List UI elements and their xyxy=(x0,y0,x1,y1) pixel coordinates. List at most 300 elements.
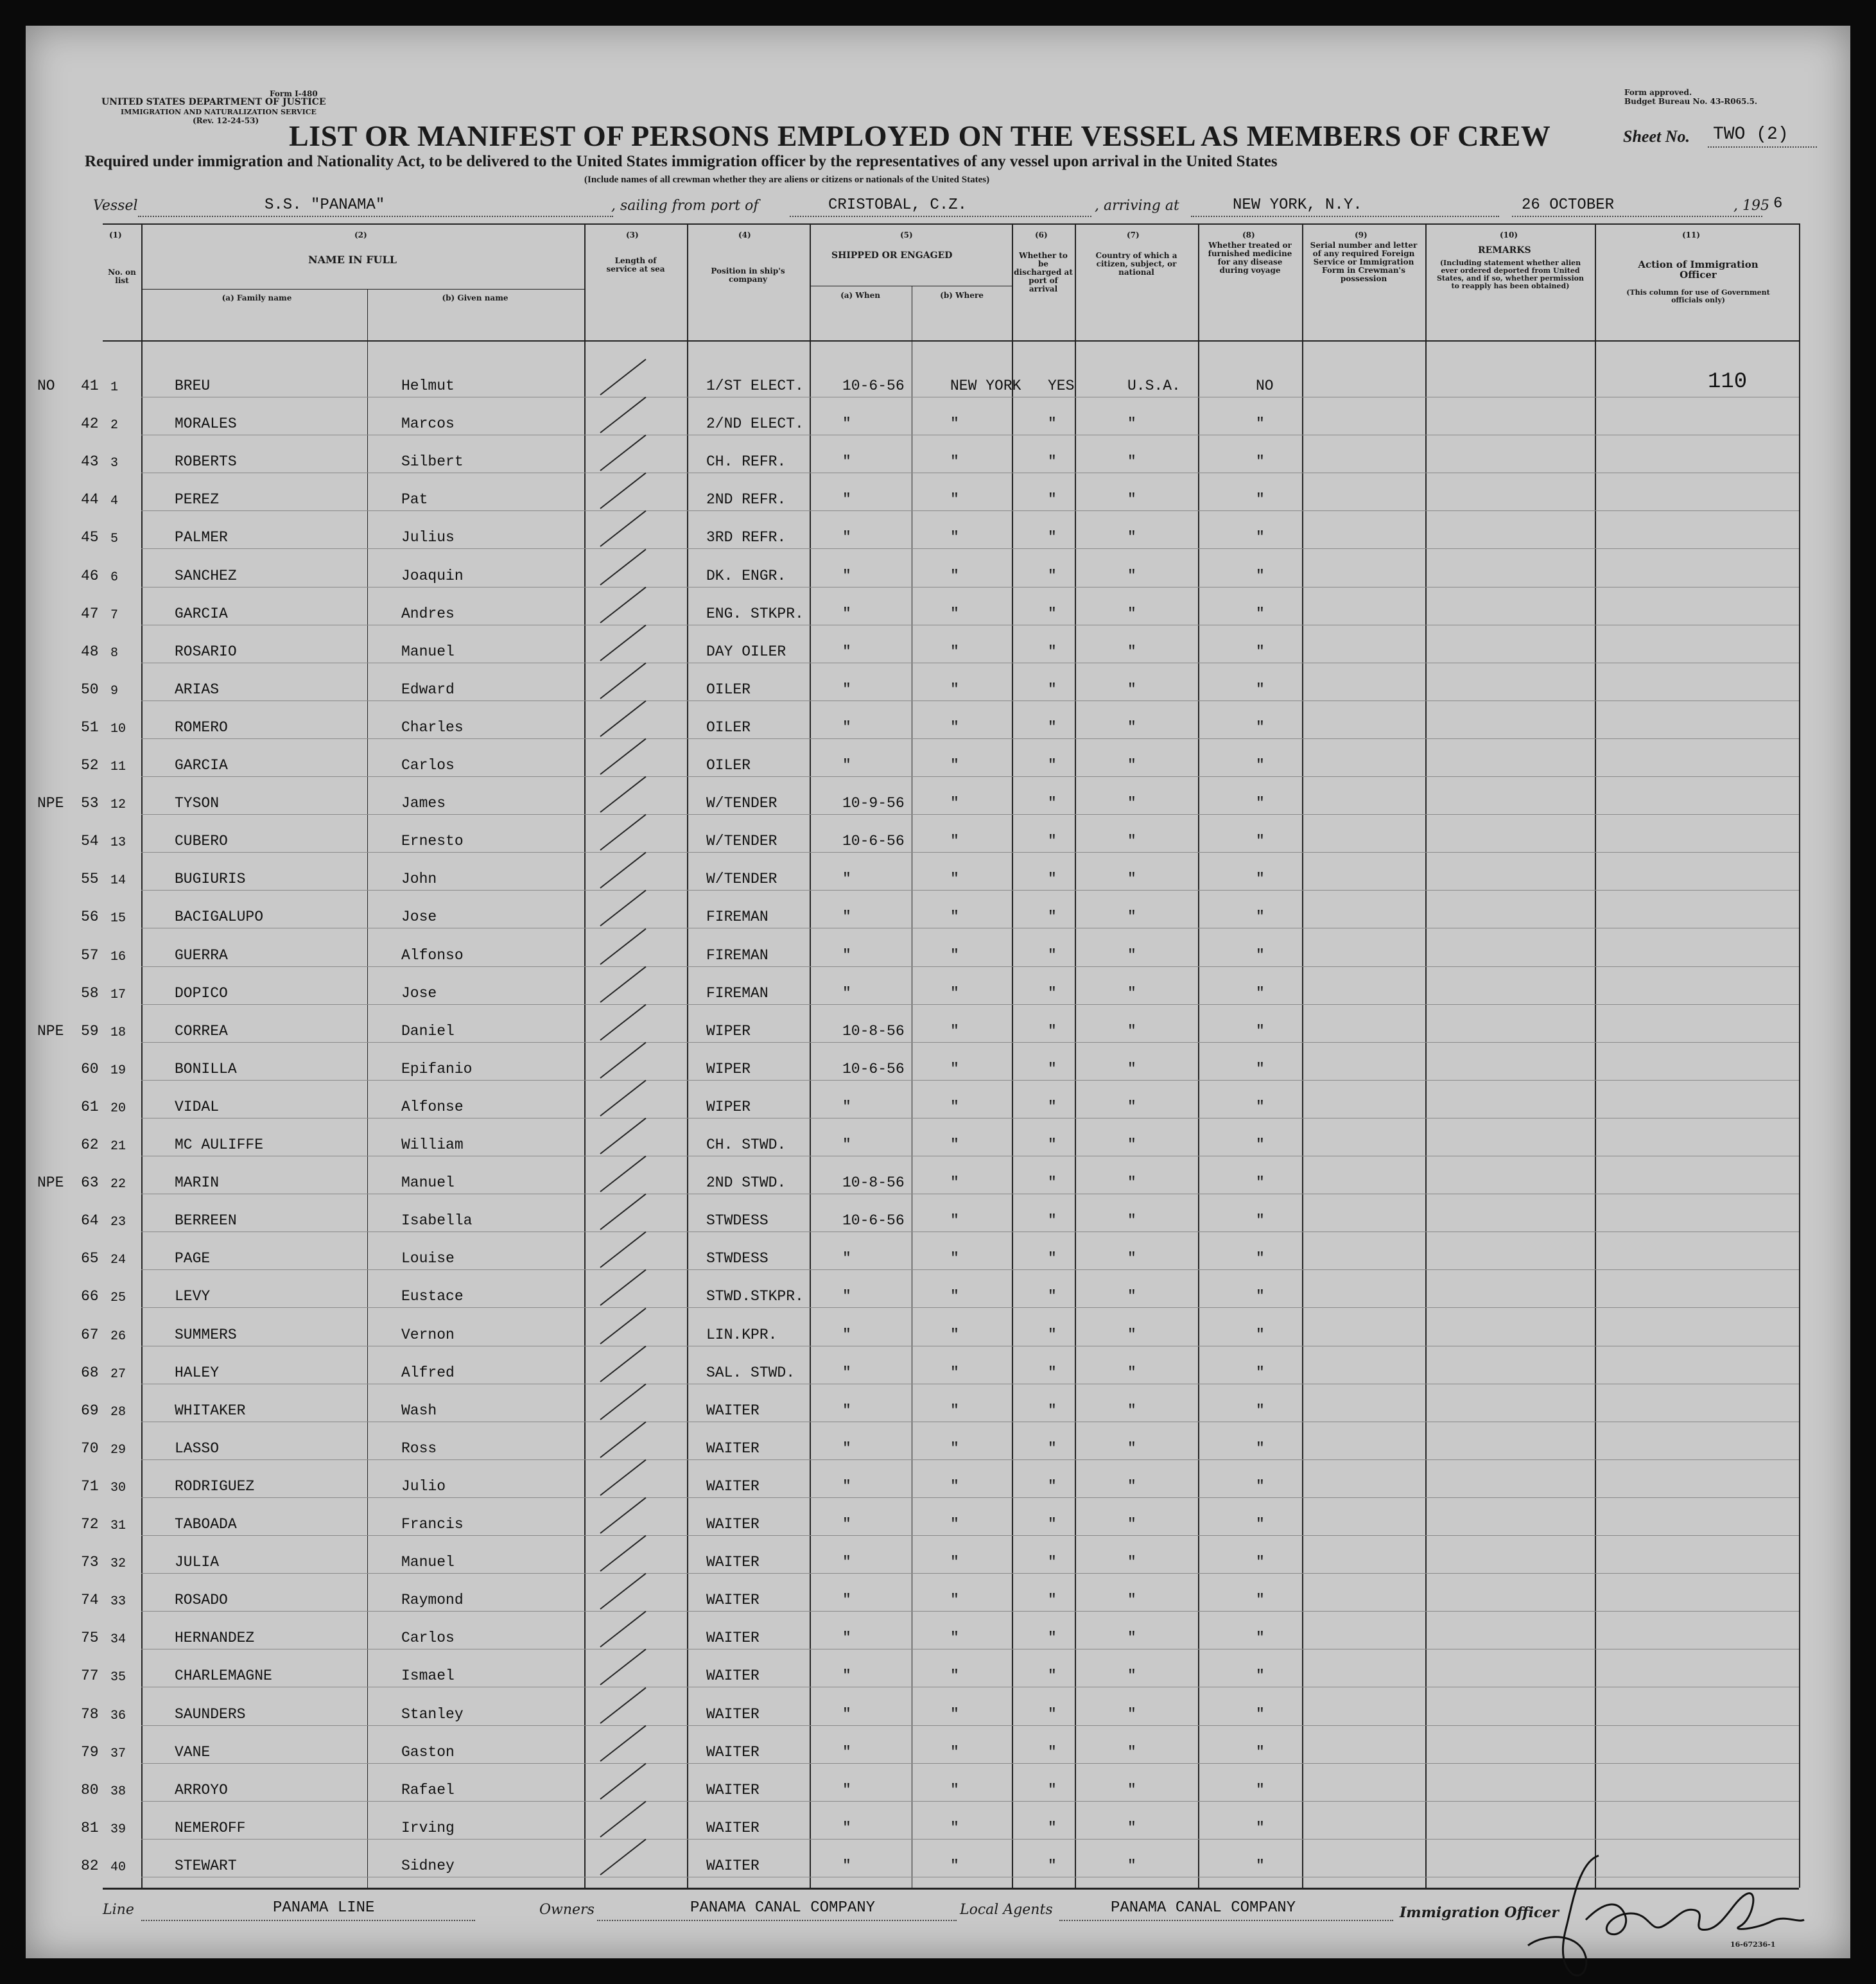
position: ENG. STKPR. xyxy=(706,605,804,622)
citizenship-country: " xyxy=(1127,1136,1136,1153)
discharged-at-arrival: " xyxy=(1048,1667,1057,1685)
discharged-at-arrival: " xyxy=(1048,1781,1057,1798)
crew-row xyxy=(26,757,1850,776)
given-name: James xyxy=(401,795,446,812)
sequence-number: 7 xyxy=(110,607,119,623)
sequence-number: 10 xyxy=(110,721,126,736)
discharged-at-arrival: " xyxy=(1048,1250,1057,1267)
shipped-where: " xyxy=(950,1212,959,1230)
crew-row xyxy=(26,1099,1850,1118)
list-number: 62 xyxy=(81,1136,99,1153)
crew-row xyxy=(26,1744,1850,1763)
sequence-number: 1 xyxy=(110,380,119,395)
citizenship-country: U.S.A. xyxy=(1127,378,1181,394)
family-name: CUBERO xyxy=(175,833,228,850)
shipped-when: " xyxy=(842,1743,851,1761)
discharged-at-arrival: " xyxy=(1048,833,1057,850)
list-number: 52 xyxy=(81,757,99,774)
family-name: ROBERTS xyxy=(175,453,237,471)
discharged-at-arrival: " xyxy=(1048,757,1057,774)
treated-during-voyage: " xyxy=(1256,415,1265,433)
treated-during-voyage: " xyxy=(1256,1364,1265,1381)
position: WAITER xyxy=(706,1743,760,1761)
discharged-at-arrival: " xyxy=(1048,1022,1057,1040)
given-name: Eustace xyxy=(401,1288,464,1305)
list-number: 63 xyxy=(81,1174,99,1192)
position: WAITER xyxy=(706,1667,760,1685)
list-number: 61 xyxy=(81,1098,99,1115)
treated-during-voyage: " xyxy=(1256,643,1265,660)
citizenship-country: " xyxy=(1127,795,1136,812)
family-name: ROMERO xyxy=(175,718,228,736)
crew-row xyxy=(26,1592,1850,1611)
citizenship-country: " xyxy=(1127,1250,1136,1267)
sequence-number: 25 xyxy=(110,1291,126,1306)
crew-row xyxy=(26,947,1850,966)
given-name: Ernesto xyxy=(401,833,464,850)
family-name: MARIN xyxy=(175,1174,220,1192)
treated-during-voyage: " xyxy=(1256,1857,1265,1874)
treated-during-voyage: " xyxy=(1256,1288,1265,1305)
crew-row xyxy=(26,985,1850,1004)
discharged-at-arrival: " xyxy=(1048,1326,1057,1343)
given-name: Pat xyxy=(401,491,428,509)
list-number: 55 xyxy=(81,871,99,888)
list-number: 70 xyxy=(81,1440,99,1457)
entry-mark: NPE xyxy=(37,795,64,812)
given-name: Helmut xyxy=(401,378,455,394)
list-number: 57 xyxy=(81,946,99,964)
discharged-at-arrival: YES xyxy=(1048,378,1075,394)
sequence-number: 18 xyxy=(110,1025,126,1040)
treated-during-voyage: " xyxy=(1256,1022,1265,1040)
position: 2/ND ELECT. xyxy=(706,415,804,433)
sequence-number: 27 xyxy=(110,1366,126,1382)
sequence-number: 9 xyxy=(110,683,119,699)
family-name: DOPICO xyxy=(175,984,228,1002)
shipped-when: " xyxy=(842,453,851,471)
crew-row xyxy=(26,1136,1850,1156)
treated-during-voyage: " xyxy=(1256,1212,1265,1230)
given-name: Gaston xyxy=(401,1743,455,1761)
crew-row xyxy=(26,568,1850,587)
vessel-label: Vessel xyxy=(93,198,138,214)
discharged-at-arrival: " xyxy=(1048,643,1057,660)
treated-during-voyage: " xyxy=(1256,1705,1265,1723)
crew-row xyxy=(26,909,1850,928)
service-check-mark xyxy=(600,1725,646,1761)
service-check-mark xyxy=(600,1497,646,1534)
officer-action: 110 xyxy=(1708,370,1748,394)
given-name: Ross xyxy=(401,1440,437,1457)
shipped-where: " xyxy=(950,1667,959,1685)
position: WAITER xyxy=(706,1554,760,1571)
discharged-at-arrival: " xyxy=(1048,1477,1057,1495)
entry-mark: NPE xyxy=(37,1174,64,1192)
col6-number: (6) xyxy=(1035,231,1048,239)
sequence-number: 38 xyxy=(110,1784,126,1799)
shipped-where: " xyxy=(950,1516,959,1533)
shipped-when: " xyxy=(842,871,851,888)
given-name: Epifanio xyxy=(401,1060,473,1077)
citizenship-country: " xyxy=(1127,491,1136,509)
treated-during-voyage: " xyxy=(1256,1743,1265,1761)
col11-number: (11) xyxy=(1682,231,1701,239)
given-name: Isabella xyxy=(401,1212,473,1230)
discharged-at-arrival: " xyxy=(1048,453,1057,471)
position: STWD.STKPR. xyxy=(706,1288,804,1305)
service-check-mark xyxy=(600,852,646,889)
shipped-when: " xyxy=(842,718,851,736)
citizenship-country: " xyxy=(1127,1781,1136,1798)
family-name: NEMEROFF xyxy=(175,1819,246,1836)
given-name: Rafael xyxy=(401,1781,455,1798)
service-check-mark xyxy=(600,397,646,433)
treated-during-voyage: NO xyxy=(1256,378,1274,394)
discharged-at-arrival: " xyxy=(1048,681,1057,698)
col4-number: (4) xyxy=(738,231,751,239)
crew-row xyxy=(26,1440,1850,1459)
family-name: RODRIGUEZ xyxy=(175,1477,255,1495)
treated-during-voyage: " xyxy=(1256,871,1265,888)
form-revision: (Rev. 12-24-53) xyxy=(193,116,259,125)
discharged-at-arrival: " xyxy=(1048,1592,1057,1609)
shipped-when: " xyxy=(842,1592,851,1609)
family-name: MC AULIFFE xyxy=(175,1136,264,1153)
treated-during-voyage: " xyxy=(1256,1819,1265,1836)
shipped-when: 10-6-56 xyxy=(842,378,905,394)
shipped-when: 10-9-56 xyxy=(842,795,905,812)
sequence-number: 31 xyxy=(110,1518,126,1533)
crew-row xyxy=(26,491,1850,510)
citizenship-country: " xyxy=(1127,833,1136,850)
family-name: CHARLEMAGNE xyxy=(175,1667,272,1685)
agency-name: UNITED STATES DEPARTMENT OF JUSTICE xyxy=(101,97,326,107)
shipped-when: " xyxy=(842,1326,851,1343)
position: STWDESS xyxy=(706,1212,769,1230)
list-number: 47 xyxy=(81,605,99,622)
family-name: SAUNDERS xyxy=(175,1705,246,1723)
given-name: Alfred xyxy=(401,1364,455,1381)
sequence-number: 37 xyxy=(110,1746,126,1761)
service-check-mark xyxy=(600,1459,646,1496)
sequence-number: 8 xyxy=(110,645,119,661)
crew-row xyxy=(26,871,1850,890)
treated-during-voyage: " xyxy=(1256,605,1265,622)
crew-row xyxy=(26,1554,1850,1573)
list-number: 65 xyxy=(81,1250,99,1267)
service-check-mark xyxy=(600,1345,646,1382)
position: WAITER xyxy=(706,1857,760,1874)
list-number: 64 xyxy=(81,1212,99,1230)
shipped-where: " xyxy=(950,453,959,471)
crew-row xyxy=(26,415,1850,435)
shipped-where: " xyxy=(950,1440,959,1457)
family-name: ARROYO xyxy=(175,1781,228,1798)
service-check-mark xyxy=(600,586,646,623)
shipped-where: " xyxy=(950,1819,959,1836)
family-name: BERREEN xyxy=(175,1212,237,1230)
treated-during-voyage: " xyxy=(1256,1477,1265,1495)
discharged-at-arrival: " xyxy=(1048,1630,1057,1647)
list-number: 43 xyxy=(81,453,99,471)
citizenship-country: " xyxy=(1127,984,1136,1002)
crew-row xyxy=(26,1516,1850,1535)
position: WAITER xyxy=(706,1819,760,1836)
sequence-number: 35 xyxy=(110,1670,126,1685)
given-name: Charles xyxy=(401,718,464,736)
shipped-when: 10-6-56 xyxy=(842,1212,905,1230)
given-name: Francis xyxy=(401,1516,464,1533)
discharged-at-arrival: " xyxy=(1048,946,1057,964)
citizenship-country: " xyxy=(1127,1819,1136,1836)
treated-during-voyage: " xyxy=(1256,795,1265,812)
list-number: 71 xyxy=(81,1477,99,1495)
shipped-when: " xyxy=(842,1477,851,1495)
position: WAITER xyxy=(706,1592,760,1609)
given-name: Carlos xyxy=(401,1630,455,1647)
shipped-when: " xyxy=(842,757,851,774)
service-check-mark xyxy=(600,966,646,1002)
shipped-where: " xyxy=(950,1098,959,1115)
service-check-mark xyxy=(600,928,646,964)
citizenship-country: " xyxy=(1127,1592,1136,1609)
form-note: (Include names of all crewman whether they are aliens or citizens or nationals of the United States) xyxy=(584,175,990,185)
shipped-when: " xyxy=(842,1098,851,1115)
given-name: Wash xyxy=(401,1402,437,1419)
list-number: 54 xyxy=(81,833,99,850)
discharged-at-arrival: " xyxy=(1048,1440,1057,1457)
service-check-mark xyxy=(600,1194,646,1230)
list-number: 68 xyxy=(81,1364,99,1381)
shipped-where: " xyxy=(950,1630,959,1647)
sheet-number-label: Sheet No. xyxy=(1623,127,1690,146)
col5b-header: (b) Where xyxy=(940,291,984,300)
citizenship-country: " xyxy=(1127,529,1136,546)
service-check-mark xyxy=(600,435,646,471)
family-name: MORALES xyxy=(175,415,237,433)
given-name: Julio xyxy=(401,1477,446,1495)
list-number: 66 xyxy=(81,1288,99,1305)
treated-during-voyage: " xyxy=(1256,681,1265,698)
treated-during-voyage: " xyxy=(1256,453,1265,471)
list-number: 56 xyxy=(81,909,99,926)
position: OILER xyxy=(706,718,751,736)
service-check-mark xyxy=(600,1307,646,1344)
line-name: PANAMA LINE xyxy=(273,1899,375,1917)
position: W/TENDER xyxy=(706,871,777,888)
sequence-number: 15 xyxy=(110,911,126,927)
treated-during-voyage: " xyxy=(1256,1516,1265,1533)
crew-row xyxy=(26,1402,1850,1422)
shipped-where: " xyxy=(950,718,959,736)
position: W/TENDER xyxy=(706,833,777,850)
service-check-mark xyxy=(600,814,646,851)
citizenship-country: " xyxy=(1127,453,1136,471)
sequence-number: 14 xyxy=(110,873,126,889)
given-name: Jose xyxy=(401,909,437,926)
service-check-mark xyxy=(600,1042,646,1079)
service-check-mark xyxy=(600,1422,646,1458)
col2-header: NAME IN FULL xyxy=(308,254,397,266)
service-check-mark xyxy=(600,1004,646,1040)
treated-during-voyage: " xyxy=(1256,1060,1265,1077)
position: 2ND REFR. xyxy=(706,491,786,509)
shipped-when: 10-8-56 xyxy=(842,1022,905,1040)
treated-during-voyage: " xyxy=(1256,1630,1265,1647)
list-number: 60 xyxy=(81,1060,99,1077)
service-check-mark xyxy=(600,1080,646,1117)
list-number: 67 xyxy=(81,1326,99,1343)
col10-number: (10) xyxy=(1500,231,1518,239)
shipped-when: " xyxy=(842,984,851,1002)
list-number: 81 xyxy=(81,1819,99,1836)
shipped-when: " xyxy=(842,1819,851,1836)
service-check-mark xyxy=(600,1762,646,1799)
shipped-when: " xyxy=(842,1630,851,1647)
sequence-number: 13 xyxy=(110,835,126,851)
crew-row xyxy=(26,1288,1850,1307)
col5a-header: (a) When xyxy=(840,291,880,300)
citizenship-country: " xyxy=(1127,871,1136,888)
service-check-mark xyxy=(600,776,646,813)
sequence-number: 34 xyxy=(110,1632,126,1648)
shipped-where: " xyxy=(950,491,959,509)
list-number: 41 xyxy=(81,378,99,394)
col2a-header: (a) Family name xyxy=(221,293,292,302)
sequence-number: 5 xyxy=(110,532,119,547)
sheet-number-value: TWO (2) xyxy=(1713,125,1789,144)
immigration-officer-signature xyxy=(1502,1849,1836,1984)
col3-header: Length of service at sea xyxy=(606,256,665,274)
given-name: Stanley xyxy=(401,1705,464,1723)
sequence-number: 11 xyxy=(110,760,126,774)
service-check-mark xyxy=(600,510,646,547)
shipped-where: " xyxy=(950,1402,959,1419)
shipped-where: " xyxy=(950,567,959,584)
citizenship-country: " xyxy=(1127,1174,1136,1192)
family-name: ARIAS xyxy=(175,681,220,698)
family-name: PEREZ xyxy=(175,491,220,509)
discharged-at-arrival: " xyxy=(1048,1819,1057,1836)
crew-row xyxy=(26,1212,1850,1231)
discharged-at-arrival: " xyxy=(1048,567,1057,584)
family-name: LASSO xyxy=(175,1440,220,1457)
discharged-at-arrival: " xyxy=(1048,1554,1057,1571)
list-number: 79 xyxy=(81,1743,99,1761)
col8-header: Whether treated or furnished medicine for any disease during voyage xyxy=(1208,241,1292,275)
shipped-where: " xyxy=(950,605,959,622)
family-name: PAGE xyxy=(175,1250,211,1267)
citizenship-country: " xyxy=(1127,1098,1136,1115)
service-name: IMMIGRATION AND NATURALIZATION SERVICE xyxy=(121,108,317,116)
crew-row xyxy=(26,1667,1850,1687)
crew-row xyxy=(26,681,1850,700)
given-name: John xyxy=(401,871,437,888)
given-name: Carlos xyxy=(401,757,455,774)
shipped-when: " xyxy=(842,1705,851,1723)
shipped-where: " xyxy=(950,946,959,964)
shipped-where: " xyxy=(950,1174,959,1192)
shipped-where: " xyxy=(950,1554,959,1571)
sequence-number: 33 xyxy=(110,1594,126,1610)
form-number: Form I-480 xyxy=(270,89,318,98)
position: OILER xyxy=(706,681,751,698)
discharged-at-arrival: " xyxy=(1048,415,1057,433)
budget-bureau-number: Budget Bureau No. 43-R065.5. xyxy=(1624,97,1758,106)
sequence-number: 36 xyxy=(110,1708,126,1723)
crew-row xyxy=(26,795,1850,814)
list-number: 73 xyxy=(81,1554,99,1571)
discharged-at-arrival: " xyxy=(1048,1060,1057,1077)
shipped-where: " xyxy=(950,1364,959,1381)
shipped-when: " xyxy=(842,681,851,698)
citizenship-country: " xyxy=(1127,643,1136,660)
given-name: Alfonse xyxy=(401,1098,464,1115)
citizenship-country: " xyxy=(1127,1743,1136,1761)
shipped-where: " xyxy=(950,871,959,888)
col10-header: REMARKS xyxy=(1478,245,1531,256)
family-name: VANE xyxy=(175,1743,211,1761)
col7-header: Country of which a citizen, subject, or national xyxy=(1095,251,1177,277)
treated-during-voyage: " xyxy=(1256,1098,1265,1115)
shipped-when: " xyxy=(842,1136,851,1153)
crew-row xyxy=(26,1327,1850,1346)
discharged-at-arrival: " xyxy=(1048,1288,1057,1305)
family-name: TYSON xyxy=(175,795,220,812)
shipped-where: " xyxy=(950,1136,959,1153)
shipped-when: " xyxy=(842,1364,851,1381)
shipped-where: " xyxy=(950,757,959,774)
family-name: CORREA xyxy=(175,1022,228,1040)
entry-mark: NO xyxy=(37,378,55,394)
col11-header: Action of Immigration Officer xyxy=(1638,259,1759,281)
given-name: Vernon xyxy=(401,1326,455,1343)
service-check-mark xyxy=(600,359,646,396)
citizenship-country: " xyxy=(1127,718,1136,736)
shipped-when: " xyxy=(842,946,851,964)
treated-during-voyage: " xyxy=(1256,1667,1265,1685)
discharged-at-arrival: " xyxy=(1048,795,1057,812)
list-number: 69 xyxy=(81,1402,99,1419)
discharged-at-arrival: " xyxy=(1048,1174,1057,1192)
shipped-where: " xyxy=(950,1060,959,1077)
sequence-number: 16 xyxy=(110,949,126,964)
owners-name: PANAMA CANAL COMPANY xyxy=(690,1899,876,1917)
given-name: Jose xyxy=(401,984,437,1002)
shipped-where: " xyxy=(950,795,959,812)
shipped-when: " xyxy=(842,1440,851,1457)
position: 1/ST ELECT. xyxy=(706,378,804,394)
col10-subheader: (Including statement whether alien ever ordered deported from United States, and if so, whether permission to reapply has been obtained) xyxy=(1436,259,1585,290)
citizenship-country: " xyxy=(1127,1477,1136,1495)
list-number: 75 xyxy=(81,1630,99,1647)
treated-during-voyage: " xyxy=(1256,946,1265,964)
crew-row xyxy=(26,1061,1850,1080)
given-name: Manuel xyxy=(401,643,455,660)
given-name: Ismael xyxy=(401,1667,455,1685)
form-subtitle: Required under immigration and Nationality Act, to be delivered to the United States immigration officer by the representatives of any vessel upon arrival in the United States xyxy=(85,153,1278,170)
shipped-where: " xyxy=(950,529,959,546)
citizenship-country: " xyxy=(1127,1060,1136,1077)
position: DK. ENGR. xyxy=(706,567,786,584)
crew-row xyxy=(26,643,1850,663)
shipped-when: " xyxy=(842,1516,851,1533)
crew-row xyxy=(26,1364,1850,1384)
sequence-number: 19 xyxy=(110,1063,126,1078)
shipped-where: " xyxy=(950,415,959,433)
given-name: Irving xyxy=(401,1819,455,1836)
